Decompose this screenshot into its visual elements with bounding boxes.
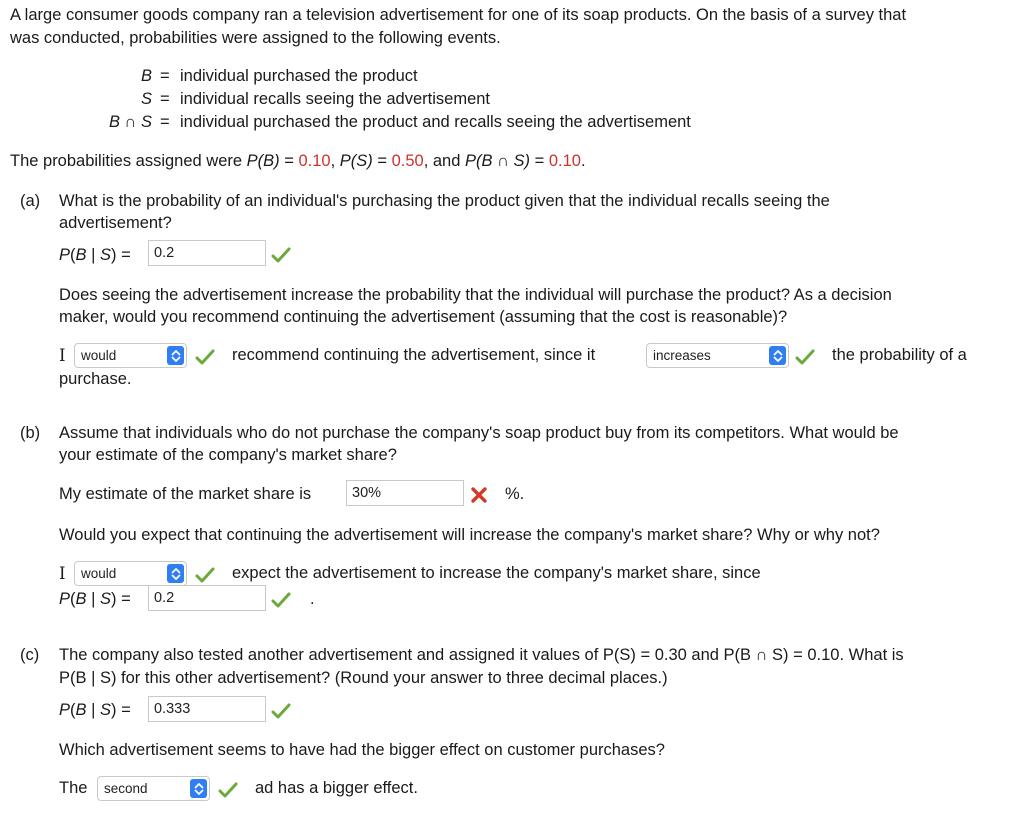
pbs-label: P(B ∩ S) <box>465 152 531 170</box>
part-c-answer-label: P(B | S) = <box>59 701 131 719</box>
part-c-question2: Which advertisement seems to have had the bigger effect on customer purchases? <box>59 741 665 759</box>
part-a-sentence-prefix: I <box>59 346 66 365</box>
part-c-label: (c) <box>20 646 40 664</box>
definition-symbol-s: S <box>140 90 152 108</box>
part-a-sentence-middle: recommend continuing the advertisement, since it <box>232 346 596 364</box>
part-b-label: (b) <box>20 424 41 442</box>
part-c-sentence-suffix: ad has a bigger effect. <box>255 779 418 797</box>
part-b-answer-label: P(B | S) = <box>59 590 131 608</box>
check-icon <box>195 348 215 366</box>
part-b-expect-select[interactable] <box>74 561 187 586</box>
definition-equals: = <box>160 67 170 85</box>
pbs-value: 0.10 <box>548 152 581 170</box>
up-down-arrows-icon <box>769 346 786 365</box>
part-b-estimate-suffix: %. <box>505 485 525 503</box>
ps-label: P(S) <box>339 152 373 170</box>
part-b-question-line-2: your estimate of the company's market share? <box>59 446 397 464</box>
definition-equals: = <box>160 90 170 108</box>
part-c-question-line-1: The company also tested another advertisement and assigned it values of P(S) = 0.30 and P(B ∩ S) = 0.10. What is <box>59 646 904 664</box>
select-value: would <box>81 566 117 581</box>
check-icon <box>195 566 215 584</box>
up-down-arrows-icon <box>167 346 184 365</box>
definition-text-s: individual recalls seeing the advertisement <box>180 90 491 108</box>
select-value: second <box>104 781 148 796</box>
part-b-sentence-suffix: expect the advertisement to increase the company's market share, since <box>232 564 761 582</box>
and-text: and <box>432 152 461 170</box>
intro-line-1: A large consumer goods company ran a television advertisement for one of its soap products. On the basis of a survey that <box>10 6 907 24</box>
part-b-estimate-label: My estimate of the market share is <box>59 485 312 503</box>
part-a-recommend-select[interactable] <box>74 343 187 368</box>
select-value: would <box>81 348 117 363</box>
part-b-period: . <box>310 590 315 608</box>
up-down-arrows-icon <box>167 564 184 583</box>
definition-text-bs: individual purchased the product and recalls seeing the advertisement <box>180 113 691 131</box>
x-icon <box>469 486 489 504</box>
part-a-sentence-suffix: the probability of a <box>832 346 967 364</box>
intro-line-2: was conducted, probabilities were assigned to the following events. <box>10 29 501 47</box>
ps-value: 0.50 <box>391 152 424 170</box>
part-a-answer-label: P(B | S) = <box>59 246 131 264</box>
definition-symbol-bs: B ∩ S <box>108 113 152 131</box>
market-share-input[interactable]: 30% <box>346 480 464 506</box>
definition-text-b: individual purchased the product <box>180 67 418 85</box>
pb-value: 0.10 <box>298 152 331 170</box>
part-c-sentence-prefix: The <box>59 779 88 797</box>
part-a-answer-input[interactable]: 0.2 <box>148 240 266 266</box>
part-b-question2: Would you expect that continuing the advertisement will increase the company's market share? Why or why not? <box>59 526 880 544</box>
part-a-question2-line-2: maker, would you recommend continuing the advertisement (assuming that the cost is reasonable)? <box>59 308 788 326</box>
part-a-question2-line-1: Does seeing the advertisement increase the probability that the individual will purchase the product? As a decision <box>59 286 892 304</box>
definition-equals: = <box>160 113 170 131</box>
check-icon <box>218 781 238 799</box>
part-a-sentence-line-2: purchase. <box>59 370 132 388</box>
part-c-question-line-2: P(B | S) for this other advertisement? (Round your answer to three decimal places.) <box>59 669 668 687</box>
pb-label: P(B) <box>246 152 280 170</box>
part-a-question-line-2: advertisement? <box>59 214 172 232</box>
part-a-question-line-1: What is the probability of an individual's purchasing the product given that the individual recalls seeing the <box>59 192 830 210</box>
probabilities-line: The probabilities assigned were P(B) = 0.10, P(S) = 0.50, and P(B ∩ S) = 0.10. <box>10 152 586 170</box>
check-icon <box>795 348 815 366</box>
probabilities-prefix: The probabilities assigned were <box>10 152 243 170</box>
part-b-answer-input[interactable]: 0.2 <box>148 585 266 611</box>
check-icon <box>271 591 291 609</box>
definition-symbol-b: B <box>140 67 152 85</box>
part-a-effect-select[interactable] <box>646 343 789 368</box>
select-value: increases <box>653 348 711 363</box>
up-down-arrows-icon <box>190 779 207 798</box>
part-b-sentence-prefix: I <box>59 564 66 583</box>
part-b-question-line-1: Assume that individuals who do not purchase the company's soap product buy from its competitors. What would be <box>59 424 899 442</box>
check-icon <box>271 246 291 264</box>
part-c-answer-input[interactable]: 0.333 <box>148 696 266 722</box>
part-c-ad-select[interactable] <box>97 776 210 801</box>
check-icon <box>271 702 291 720</box>
part-a-label: (a) <box>20 192 41 210</box>
